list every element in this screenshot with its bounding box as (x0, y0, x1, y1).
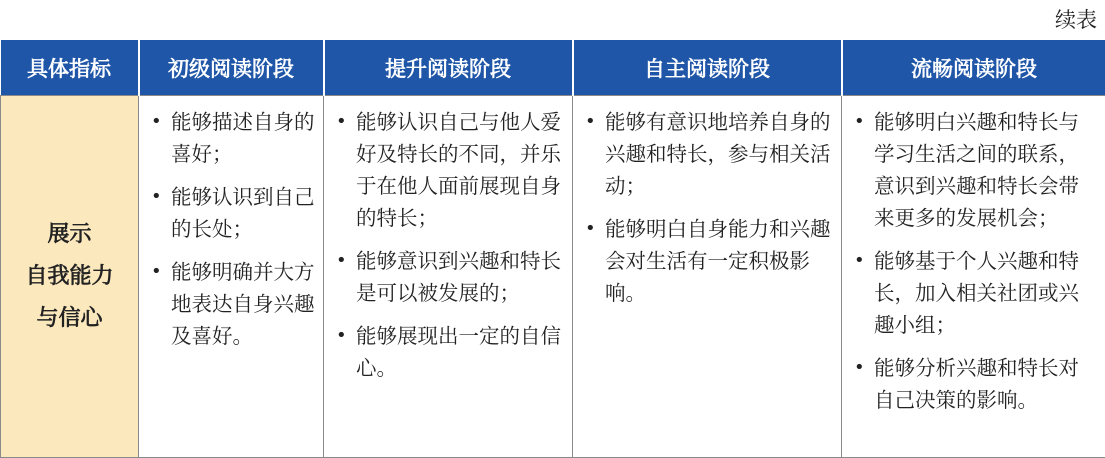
bullet-dot-icon: • (336, 111, 347, 132)
list-item (145, 106, 315, 170)
list-item-text: 能够明白兴趣和特长与学习生活之间的联系，意识到兴趣和特长会带来更多的发展机会； (874, 110, 1079, 230)
list-item-text: 能够分析兴趣和特长对自己决策的影响。 (874, 356, 1079, 412)
stage-cell-independent (573, 96, 842, 458)
indicator-line: 与信心 (36, 305, 103, 331)
list-item-text: 能够明白自身能力和兴趣会对生活有一定积极影响。 (605, 217, 831, 305)
header-cell: 流畅阅读阶段 (842, 40, 1105, 96)
stage-cell-primary (139, 96, 324, 458)
bullet-dot-icon: • (585, 111, 596, 132)
list-item-text: 能够有意识地培养自身的兴趣和特长，参与相关活动； (605, 110, 831, 198)
indicator-line: 展示 (47, 221, 92, 247)
list-item (848, 352, 1097, 416)
header-cell: 具体指标 (1, 40, 139, 96)
bullet-dot-icon: • (854, 250, 865, 271)
list-item (330, 106, 564, 234)
bullet-dot-icon: • (854, 111, 865, 132)
bullet-dot-icon: • (585, 218, 596, 239)
reading-stage-table (0, 40, 1105, 458)
header-cell: 初级阅读阶段 (139, 40, 324, 96)
list-item-text: 能够认识自己与他人爱好及特长的不同，并乐于在他人面前展现自身的特长； (356, 110, 561, 230)
list-item (579, 106, 833, 202)
table-header-row (1, 40, 1105, 96)
bullet-dot-icon: • (336, 250, 347, 271)
continued-label: 续表 (1055, 8, 1097, 32)
list-item-text: 能够认识到自己的长处； (171, 185, 315, 241)
list-item (848, 245, 1097, 341)
list-item-text: 能够展现出一定的自信心。 (356, 324, 561, 380)
header-cell: 自主阅读阶段 (573, 40, 842, 96)
list-item (145, 181, 315, 245)
indicator-cell (1, 96, 139, 458)
stage-cell-improving (324, 96, 573, 458)
header-cell: 提升阅读阶段 (324, 40, 573, 96)
list-item-text: 能够描述自身的喜好； (171, 110, 315, 166)
list-item-text: 能够明确并大方地表达自身兴趣及喜好。 (171, 260, 315, 348)
list-item (330, 320, 564, 384)
list-item (145, 256, 315, 352)
list-item (848, 106, 1097, 234)
list-item (579, 213, 833, 309)
table-row (1, 96, 1105, 458)
bullet-dot-icon: • (151, 111, 162, 132)
bullet-dot-icon: • (854, 357, 865, 378)
list-item (330, 245, 564, 309)
list-item-text: 能够意识到兴趣和特长是可以被发展的； (356, 249, 561, 305)
bullet-dot-icon: • (151, 261, 162, 282)
indicator-line: 自我能力 (25, 263, 114, 289)
bullet-dot-icon: • (151, 186, 162, 207)
bullet-dot-icon: • (336, 325, 347, 346)
list-item-text: 能够基于个人兴趣和特长，加入相关社团或兴趣小组； (874, 249, 1079, 337)
stage-cell-fluent (842, 96, 1105, 458)
